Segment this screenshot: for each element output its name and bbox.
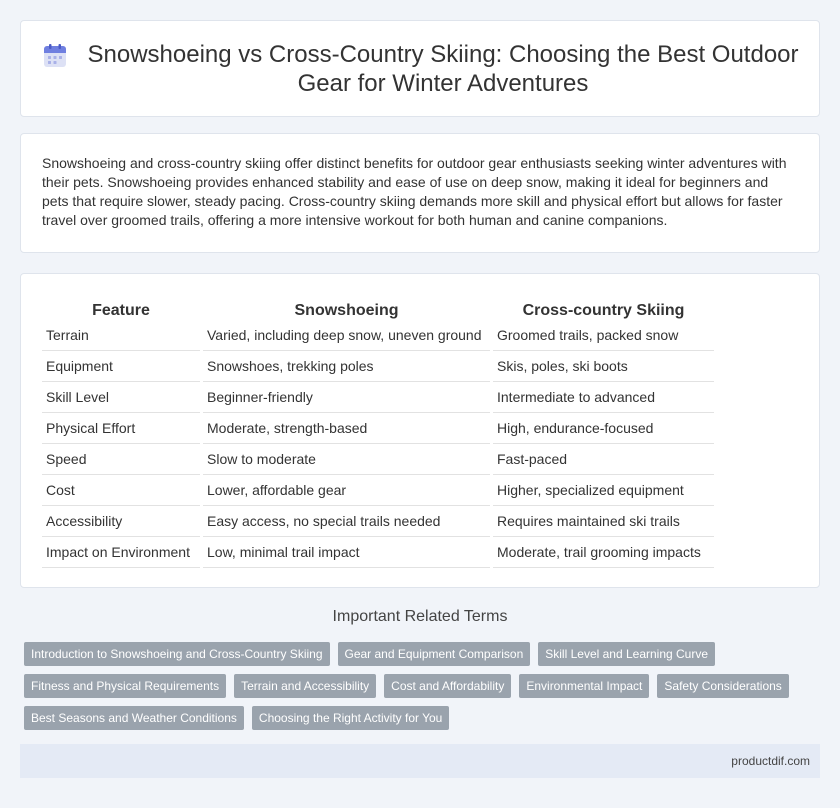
tag-link[interactable]: Gear and Equipment Comparison xyxy=(338,642,531,666)
tag-link[interactable]: Choosing the Right Activity for You xyxy=(252,706,449,730)
tag-link[interactable]: Terrain and Accessibility xyxy=(234,674,376,698)
cell-skiing: Requires maintained ski trails xyxy=(493,506,714,537)
related-terms-tags xyxy=(24,642,824,738)
tag-link[interactable]: Best Seasons and Weather Conditions xyxy=(24,706,244,730)
cell-snowshoeing: Slow to moderate xyxy=(203,444,490,475)
tag-link[interactable]: Skill Level and Learning Curve xyxy=(538,642,715,666)
cell-skiing: Higher, specialized equipment xyxy=(493,475,714,506)
footer-site-link[interactable]: productdif.com xyxy=(731,754,810,768)
cell-snowshoeing: Snowshoes, trekking poles xyxy=(203,351,490,382)
cell-skiing: Intermediate to advanced xyxy=(493,382,714,413)
cell-feature: Equipment xyxy=(42,351,200,382)
cell-snowshoeing: Beginner-friendly xyxy=(203,382,490,413)
header-card xyxy=(20,20,820,117)
cell-snowshoeing: Lower, affordable gear xyxy=(203,475,490,506)
comparison-table-card xyxy=(20,273,820,588)
tag-link[interactable]: Safety Considerations xyxy=(657,674,788,698)
cell-skiing: Moderate, trail grooming impacts xyxy=(493,537,714,568)
table-header-row xyxy=(42,294,714,320)
cell-snowshoeing: Varied, including deep snow, uneven ground xyxy=(203,320,490,351)
tag-link[interactable]: Introduction to Snowshoeing and Cross-Country Skiing xyxy=(24,642,330,666)
cell-feature: Skill Level xyxy=(42,382,200,413)
related-terms-heading: Important Related Terms xyxy=(332,608,508,625)
calendar-icon xyxy=(41,42,69,70)
intro-card xyxy=(20,133,820,253)
footer xyxy=(20,744,820,778)
cell-feature: Physical Effort xyxy=(42,413,200,444)
comparison-table xyxy=(39,294,717,568)
cell-snowshoeing: Moderate, strength-based xyxy=(203,413,490,444)
tag-link[interactable]: Fitness and Physical Requirements xyxy=(24,674,226,698)
cell-skiing: High, endurance-focused xyxy=(493,413,714,444)
cell-snowshoeing: Low, minimal trail impact xyxy=(203,537,490,568)
table-row xyxy=(42,444,714,475)
cell-feature: Accessibility xyxy=(42,506,200,537)
cell-skiing: Skis, poles, ski boots xyxy=(493,351,714,382)
header-cross-country-skiing: Cross-country Skiing xyxy=(522,302,685,319)
intro-paragraph: Snowshoeing and cross-country skiing offer distinct benefits for outdoor gear enthusiasts seeking winter adventures with their pets. Snowshoeing provides enhanced stability and ease of use on deep snow, making it ideal for beginners and pets that require slower, steady pacing. Cross-country skiing demands more skill and physical effort but allows for faster travel over groomed trails, offering a more intensive workout for both human and canine companions. xyxy=(42,155,787,228)
cell-feature: Cost xyxy=(42,475,200,506)
header-snowshoeing: Snowshoeing xyxy=(294,302,399,319)
table-row xyxy=(42,351,714,382)
tag-link[interactable]: Environmental Impact xyxy=(519,674,649,698)
tag-link[interactable]: Cost and Affordability xyxy=(384,674,511,698)
table-row xyxy=(42,413,714,444)
table-row xyxy=(42,382,714,413)
cell-skiing: Groomed trails, packed snow xyxy=(493,320,714,351)
cell-feature: Terrain xyxy=(42,320,200,351)
table-row xyxy=(42,320,714,351)
cell-feature: Impact on Environment xyxy=(42,537,200,568)
cell-skiing: Fast-paced xyxy=(493,444,714,475)
page-title: Snowshoeing vs Cross-Country Skiing: Choosing the Best Outdoor Gear for Winter Adventures xyxy=(87,40,799,97)
table-row xyxy=(42,475,714,506)
cell-snowshoeing: Easy access, no special trails needed xyxy=(203,506,490,537)
cell-feature: Speed xyxy=(42,444,200,475)
header-feature: Feature xyxy=(92,302,150,319)
table-row xyxy=(42,537,714,568)
table-row xyxy=(42,506,714,537)
